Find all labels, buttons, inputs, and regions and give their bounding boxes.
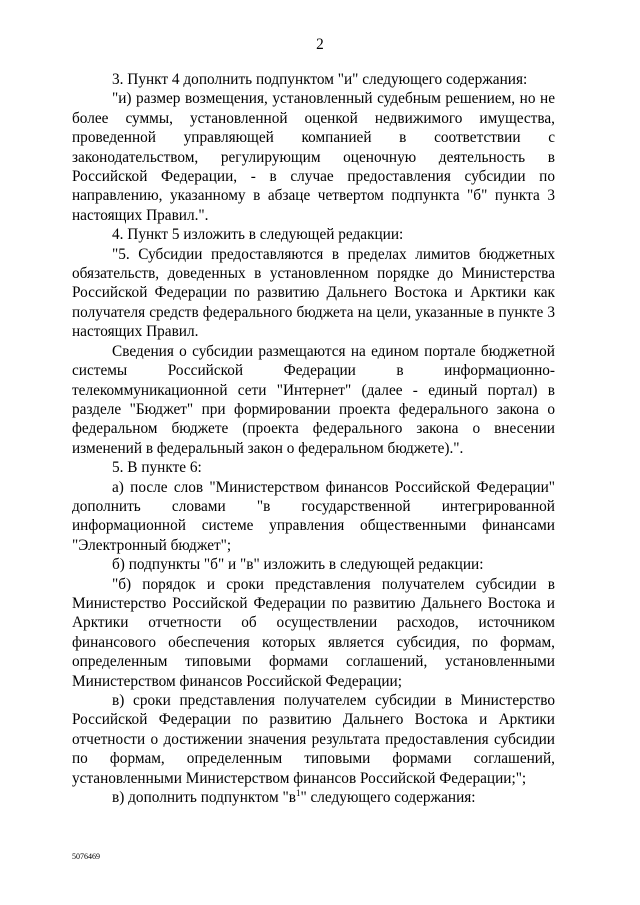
document-code: 5076469	[72, 852, 100, 861]
paragraph-subitem-b: б) подпункты "б" и "в" изложить в следующей редакции:	[112, 556, 484, 574]
document-body	[72, 70, 555, 807]
paragraph-new-b: "б) порядок и сроки представления получателем субсидии в Министерство Российской Федерации по развитию Дальнего Востока и Арктики отчетности об осуществлении расходов, источником финансового обеспечения которых является субсидия, по формам, определенным типовыми формами соглашений, установленными Министерством финансов Российской Федерации;	[72, 575, 555, 690]
page-number: 2	[316, 36, 324, 53]
superscript-one: 1	[295, 787, 301, 798]
last-paragraph-before: в) дополнить подпунктом "в	[112, 789, 296, 807]
paragraph-item-4: 4. Пункт 5 изложить в следующей редакции:	[112, 226, 404, 244]
paragraph-item-3: 3. Пункт 4 дополнить подпунктом "и" следующего содержания:	[112, 71, 528, 88]
last-paragraph-after: " следующего содержания:	[300, 789, 476, 807]
paragraph-subitem-a: а) после слов "Министерством финансов Российской Федерации" дополнить словами "в государственной интегрированной информационной системе управления общественными финансами "Электронный бюджет";	[72, 478, 555, 554]
paragraph-subitem-i: "и) размер возмещения, установленный судебным решением, но не более суммы, установленной оценкой недвижимого имущества, проведенной управляющей компанией в соответствии с законодательством, регулирующим оценочную деятельность в Российской Федерации, - в случае предоставления субсидии по направлению, указанному в абзаце четвертом подпункта "б" пункта 3 настоящих Правил.".	[72, 90, 555, 224]
paragraph-subitem-v	[72, 788, 555, 807]
paragraph-item-5: 5. В пункте 6:	[112, 459, 202, 477]
paragraph-new-v: в) сроки представления получателем субсидии в Министерство Российской Федерации по развитию Дальнего Востока и Арктики отчетности о достижении значения результата предоставления субсидии по формам, определенным типовыми формами соглашений, установленными Министерством финансов Российской Федерации;";	[72, 692, 555, 787]
paragraph-point-5: "5. Субсидии предоставляются в пределах лимитов бюджетных обязательств, доведенных в установленном порядке до Министерства Российской Федерации по развитию Дальнего Востока и Арктики как получателя средств федерального бюджета на цели, указанные в пункте 3 настоящих Правил.	[72, 245, 555, 341]
paragraph-subsidy-info: Сведения о субсидии размещаются на едином портале бюджетной системы Российской Федерации в информационно-телекоммуникационной сети "Интернет" (далее - единый портал) в разделе "Бюджет" при формировании проекта федерального закона о федеральном бюджете (проекта федерального закона о внесении изменений в федеральный закон о федеральном бюджете).".	[72, 342, 555, 457]
